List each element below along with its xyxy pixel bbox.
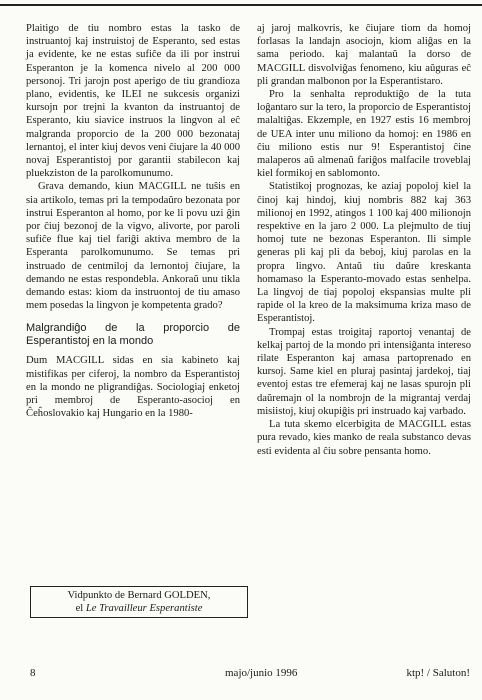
body-paragraph: Grava demando, kiun MACGILL ne tuŝis en sia artikolo, temas pri la tempodaŭro bezonata por instrui Esperanton al homo, por ke li povu uzi ĝin por ĉiuj bezonoj de la vigvo, alivorte, por paroli sufiĉe flue kaj tiel fariĝi aktiva membro de la Esperanta parolkomunumo. Se temas pri instruado de centmiloj da lernontoj ĉiujare, la demando ne estas respondebla. Ankoraŭ unu tikla demando estas: kiom da instruontoj de tiu amaso mem posedas la lingvon je kompetenta grado?: [26, 181, 240, 312]
body-paragraph: Plaitigo de tiu nombro estas la tasko de instruantoj kaj instruistoj de Esperanto, sed estas ja evidente, ke ne estas sufiĉe da ili por instrui Esperanton je la komenca nivelo al 200 000 personoj. Tri jarojn post aperigo de tiu grandioza plano, evidentis, ke ILEI ne sukcesis organizi kursojn por trejni la kvanton da instruantoj de Esperanto, kiu siavice instruos la lingvon al eĉ malgranda proporcio de la 200 000 bezonataj lernantoj, el inter kiuj devos veni ĉiujare la 40 000 novaj Esperantistoj por garantii stabilecon kaj pluekziston de la parolkomunumo.: [26, 23, 240, 180]
body-paragraph: aj jaroj malkovris, ke ĉiujare tiom da homoj forlasas la landajn asociojn, kiom aliĝas en la sama periodo. kaj malantaŭ la dorso de MACGILL disvolviĝas fenomeno, kiu aŭguras eĉ pli grandan malbonon por la Esperantistaro.: [257, 23, 471, 87]
body-paragraph: Statistikoj prognozas, ke aziaj popoloj kiel la ĉinoj kaj hindoj, kiuj nombris 882 kaj 363 milionoj en 1992, atingos 1 100 kaj 400 milionojn respektive en la jaro 2 000. La plejmulto de tiuj homoj tute ne bezonas Esperanton. Ili simple generas pli kaj pli da beboj, kiuj parolas en la propra lingvo. Antaŭ tiu daŭre kreskanta homamaso la Esperanto-movado estas senhelpa. La lingvoj de tiaj popoloj ekspansias multe pli rapide ol la kreo de la maksimuma kriza maso de Esperantistoj.: [257, 181, 471, 325]
author-credit-box: [30, 586, 248, 618]
right-column: [257, 22, 471, 458]
credit-source-title: Le Travailleur Esperantiste: [85, 603, 203, 614]
magazine-name: ktp! / Saluton!: [406, 667, 470, 679]
body-paragraph: Trompaj estas troigitaj raportoj venantaj de kelkaj partoj de la mondo pri intensiĝanta intereso rilate Esperanton kaj amasa partoprenado en kursoj. Same kiel en pluraj pasintaj jardekoj, tiaj eventoj estas tre efemeraj kaj ne lasas spurojn pli daŭremajn ol la nombrojn de la migrantaj verdaj misiistoj, kiuj okupiĝis pri instruado kaj varbado.: [257, 326, 471, 417]
credit-source: [35, 602, 243, 615]
page-number: 8: [30, 667, 36, 679]
section-subheading: Malgrandiĝo de la proporcio de Esperantistoj en la mondo: [26, 322, 240, 348]
body-paragraph: La tuta skemo elcerbigita de MACGILL estas pura revado, kies manko de reala substanco devas esti evidenta al ĉiu sobre pensanta homo.: [257, 419, 471, 457]
credit-line: Vidpunkto de Bernard GOLDEN,: [67, 590, 211, 601]
issue-date: majo/junio 1996: [225, 667, 298, 679]
credit-source-prefix: el: [75, 603, 86, 614]
top-rule: [0, 4, 482, 6]
body-paragraph: Dum MACGILL sidas en sia kabineto kaj mistifikas per ciferoj, la nombro da Esperantistoj en la mondo ne pligrandiĝas. Sociologiaj enketoj pri membroj de Esperanto-asocioj en Ĉeĥoslovakio kaj Hungario en la 1980-: [26, 355, 240, 420]
left-column: [26, 22, 240, 420]
body-paragraph: Pro la senhalta reproduktiĝo de la tuta loĝantaro sur la tero, la proporcio de Esperantistoj malaltiĝas. Ekzemple, en 1927 estis 16 membroj de UEA inter unu miliono da homoj: en 1986 en ĉiu miliono estis nur 9! Esperantistoj ĉine malaperos aŭ almenaŭ fariĝos malfacile troveblaj kiel formikoj en sablomonto.: [257, 89, 471, 180]
